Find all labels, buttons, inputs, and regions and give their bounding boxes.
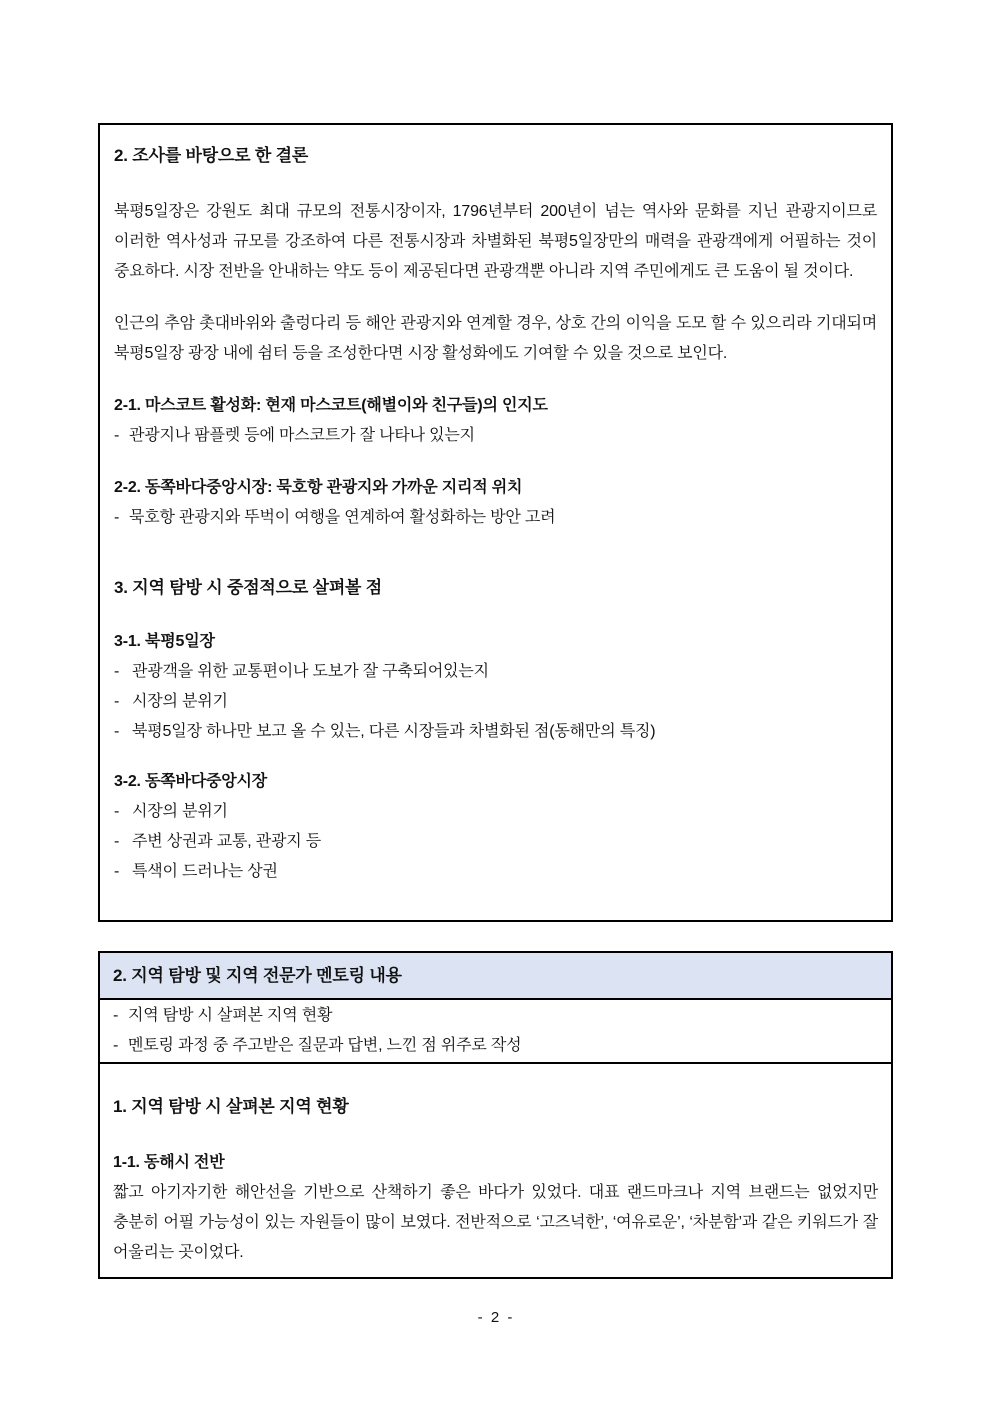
- section-2-paragraph-2: 인근의 추암 촛대바위와 출렁다리 등 해안 관광지와 연계할 경우, 상호 간의 이익을 도모 할 수 있으리라 기대되며 북평5일장 광장 내에 쉼터 등을 조성한다면 시장 활성화에도 기여할 수 있을 것으로 보인다.: [114, 315, 877, 362]
- list-item-text: 북평5일장 하나만 보고 올 수 있는, 다른 시장들과 차별화된 점(동해만의 특징): [132, 723, 656, 740]
- list-item-text: 관광객을 위한 교통편이나 도보가 잘 구축되어있는지: [132, 663, 489, 680]
- mentoring-section-box: [98, 951, 893, 1279]
- subsection-2-2-heading: 2-2. 동쪽바다중앙시장: 묵호항 관광지와 가까운 지리적 위치: [114, 479, 523, 496]
- page-number: - 2 -: [477, 1309, 515, 1326]
- list-item: [114, 421, 877, 451]
- list-item-text: 주변 상권과 교통, 관광지 등: [132, 833, 322, 850]
- list-item: [114, 717, 877, 747]
- table-header-title: 2. 지역 탐방 및 지역 전문가 멘토링 내용: [113, 965, 402, 985]
- section-3-heading: 3. 지역 탐방 시 중점적으로 살펴볼 점: [114, 578, 383, 597]
- section-2-paragraph-1: 북평5일장은 강원도 최대 규모의 전통시장이자, 1796년부터 200년이 넘는 역사와 문화를 지닌 관광지이므로 이러한 역사성과 규모를 강조하여 다른 전통시장과 차별화된 북평5일장만의 매력을 관광객에게 어필하는 것이 중요하다. 시장 전반을 안내하는 약도 등이 제공된다면 관광객뿐 아니라 지역 주민에게도 큰 도움이 될 것이다.: [114, 203, 877, 280]
- bullet-dash: -: [114, 509, 120, 526]
- subsection-2-1-heading: 2-1. 마스코트 활성화: 현재 마스코트(해별이와 친구들)의 인지도: [114, 397, 548, 414]
- list-item: [114, 827, 877, 857]
- section-2-heading: 2. 조사를 바탕으로 한 결론: [114, 146, 309, 165]
- conclusion-section-box: [98, 123, 893, 922]
- list-item: [114, 687, 877, 717]
- table-header-row: [100, 953, 891, 1000]
- subsection-1-1-paragraph: 짧고 아기자기한 해안선을 기반으로 산책하기 좋은 바다가 있었다. 대표 랜드마크나 지역 브랜드는 없었지만 충분히 어필 가능성이 있는 자원들이 많이 보였다. 전반적으로 ‘고즈넉한’, ‘여유로운’, ‘차분함’과 같은 키워드가 잘 어울리는 곳이었다.: [113, 1184, 878, 1261]
- table-guideline-row: [100, 1000, 891, 1064]
- subsection-3-1: [114, 627, 877, 747]
- bullet-dash: -: [114, 803, 120, 820]
- bullet-dash: -: [113, 1037, 119, 1054]
- list-item-text: 멘토링 과정 중 주고받은 질문과 답변, 느낀 점 위주로 작성: [128, 1037, 522, 1054]
- list-item: [113, 1001, 878, 1031]
- subsection-3-2: [114, 767, 877, 887]
- list-item-text: 특색이 드러나는 상권: [132, 863, 278, 880]
- list-item: [114, 503, 877, 533]
- bullet-dash: -: [114, 833, 120, 850]
- list-item-text: 시장의 분위기: [132, 803, 228, 820]
- bullet-dash: -: [114, 723, 120, 740]
- section-1-heading: 1. 지역 탐방 시 살펴본 지역 현황: [113, 1097, 349, 1116]
- bullet-dash: -: [114, 693, 120, 710]
- subsection-1-1-heading: 1-1. 동해시 전반: [113, 1154, 225, 1171]
- subsection-2-2: [114, 473, 877, 533]
- list-item: [114, 797, 877, 827]
- list-item-text: 지역 탐방 시 살펴본 지역 현황: [128, 1007, 333, 1024]
- subsection-3-2-heading: 3-2. 동쪽바다중앙시장: [114, 773, 268, 790]
- bullet-dash: -: [114, 427, 120, 444]
- list-item: [114, 657, 877, 687]
- list-item: [113, 1031, 878, 1061]
- bullet-dash: -: [114, 663, 120, 680]
- table-content-row: [100, 1064, 891, 1277]
- subsection-3-1-heading: 3-1. 북평5일장: [114, 633, 215, 650]
- list-item-text: 시장의 분위기: [132, 693, 228, 710]
- list-item: [114, 857, 877, 887]
- bullet-dash: -: [114, 863, 120, 880]
- bullet-dash: -: [113, 1007, 119, 1024]
- list-item-text: 관광지나 팜플렛 등에 마스코트가 잘 나타나 있는지: [129, 427, 475, 444]
- subsection-2-1: [114, 391, 877, 451]
- list-item-text: 묵호항 관광지와 뚜벅이 여행을 연계하여 활성화하는 방안 고려: [129, 509, 556, 526]
